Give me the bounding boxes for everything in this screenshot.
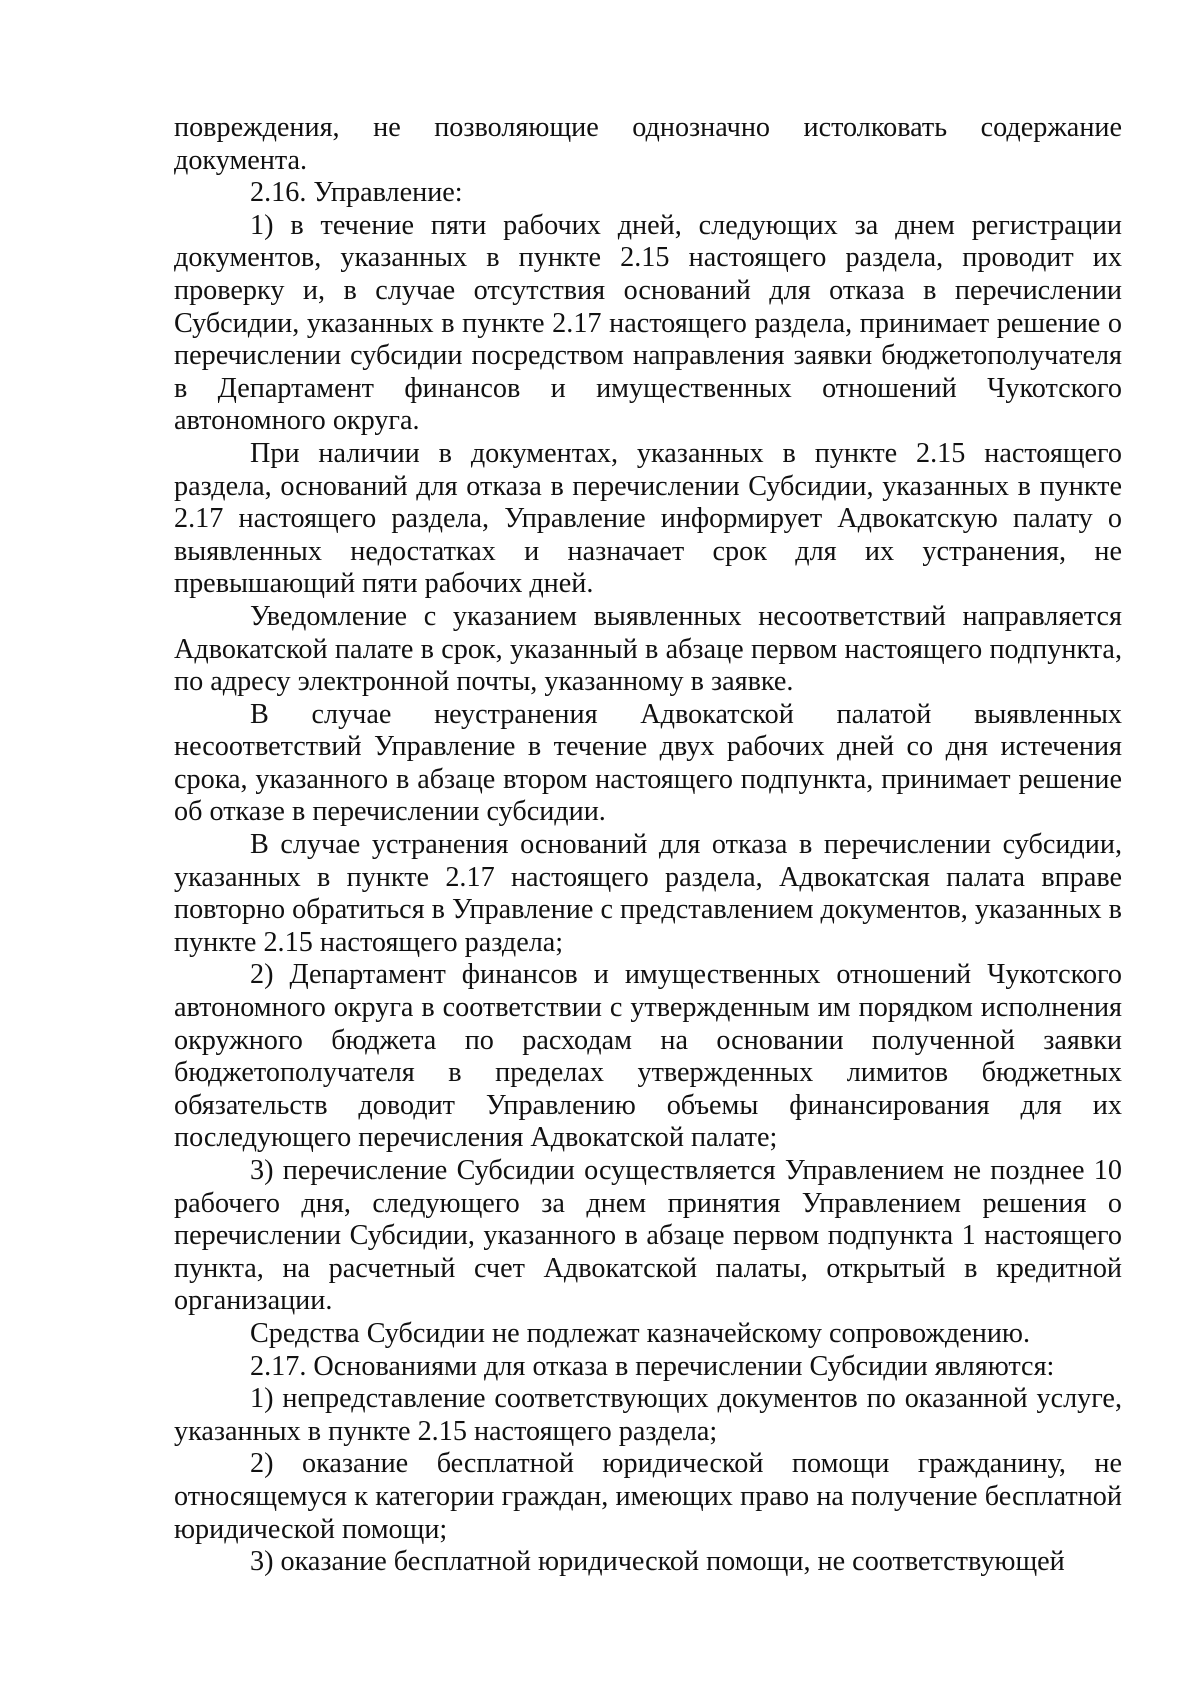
paragraph-resubmission: В случае устранения оснований для отказа в перечислении субсидии, указанных в пункте 2.17 настоящего раздела, Адвокатская палата вправе повторно обратиться в Управление с представлением документов, указанных в пункте 2.15 настоящего раздела; xyxy=(174,829,1122,958)
paragraph-2-17-item-3: 3) оказание бесплатной юридической помощи, не соответствующей xyxy=(250,1546,1065,1578)
paragraph-2-17-item-2: 2) оказание бесплатной юридической помощи гражданину, не относящемуся к категории граждан, имеющих право на получение бесплатной юридической помощи; xyxy=(174,1448,1122,1545)
paragraph-refusal-decision: В случае неустранения Адвокатской палатой выявленных несоответствий Управление в течение двух рабочих дней со дня истечения срока, указанного в абзаце втором настоящего подпункта, принимает решение об отказе в перечислении субсидии. xyxy=(174,698,1122,828)
paragraph-section-2-17: 2.17. Основаниями для отказа в перечислении Субсидии являются: xyxy=(250,1350,1055,1382)
document-page xyxy=(174,112,1122,1579)
paragraph-2-17-item-1: 1) непредставление соответствующих документов по оказанной услуге, указанных в пункте 2.15 настоящего раздела; xyxy=(174,1383,1122,1447)
paragraph-2-16-item-1: 1) в течение пяти рабочих дней, следующих за днем регистрации документов, указанных в пункте 2.15 настоящего раздела, проводит их проверку и, в случае отсутствия оснований для отказа в перечислении Субсидии, указанных в пункте 2.17 настоящего раздела, принимает решение о перечислении субсидии посредством направления заявки бюджетополучателя в Департамент финансов и имущественных отношений Чукотского автономного округа. xyxy=(174,209,1122,437)
paragraph-2-16-item-3: 3) перечисление Субсидии осуществляется Управлением не позднее 10 рабочего дня, следующего за днем принятия Управлением решения о перечислении Субсидии, указанного в абзаце первом подпункта 1 настоящего пункта, на расчетный счет Адвокатской палаты, открытый в кредитной организации. xyxy=(174,1155,1122,1317)
paragraph-2-16-item-2: 2) Департамент финансов и имущественных отношений Чукотского автономного округа в соответствии с утвержденным им порядком исполнения окружного бюджета по расходам на основании полученной заявки бюджетополучателя в пределах утвержденных лимитов бюджетных обязательств доводит Управлению объемы финансирования для их последующего перечисления Адвокатской палате; xyxy=(174,959,1122,1154)
paragraph-continuation: повреждения, не позволяющие однозначно истолковать содержание документа. xyxy=(174,112,1122,176)
paragraph-deficiencies: При наличии в документах, указанных в пункте 2.15 настоящего раздела, оснований для отказа в перечислении Субсидии, указанных в пункте 2.17 настоящего раздела, Управление информирует Адвокатскую палату о выявленных недостатках и назначает срок для их устранения, не превышающий пяти рабочих дней. xyxy=(174,437,1122,600)
paragraph-section-2-16: 2.16. Управление: xyxy=(250,177,463,209)
paragraph-notification: Уведомление с указанием выявленных несоответствий направляется Адвокатской палате в срок, указанный в абзаце первом настоящего подпункта, по адресу электронной почты, указанному в заявке. xyxy=(174,600,1122,698)
paragraph-treasury-note: Средства Субсидии не подлежат казначейскому сопровождению. xyxy=(250,1317,1031,1349)
